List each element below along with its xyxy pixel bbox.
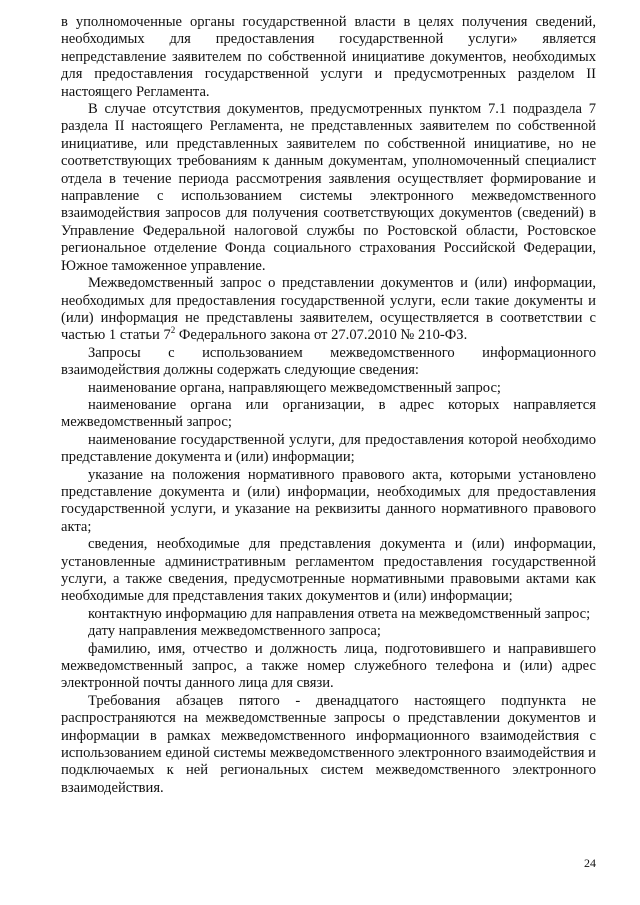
list-item-p10: контактную информацию для направления ответа на межведомственный запрос;: [88, 605, 591, 622]
paragraph-p04: Запросы с использованием межведомственного информационного взаимодействия должны содержать следующие сведения:: [61, 344, 596, 379]
list-item-p09: сведения, необходимые для представления документа и (или) информации, установленные административным регламентом предоставления государственной услуги, а также сведения, предусмотренные нормативными правовыми актами как необходимые для представления таких документов и (или) информации;: [61, 536, 596, 605]
list-item-p12: фамилию, имя, отчество и должность лица, подготовившего и направившего межведомственный запрос, а также номер служебного телефона и (или) адрес электронной почты данного лица для связи.: [61, 640, 596, 692]
list-item-p07: наименование государственной услуги, для предоставления которой необходимо представление документа и (или) информации;: [61, 431, 596, 466]
body-text: [61, 14, 596, 797]
paragraph-p02: В случае отсутствия документов, предусмотренных пунктом 7.1 подраздела 7 раздела II настоящего Регламента, не представленных заявителем по собственной инициативе, или представленных заявителем по собственной инициативе, но не соответствующих требованиям к данным документам, уполномоченный специалист отдела в течение периода рассмотрения заявления осуществляет формирование и направление с использованием системы электронного межведомственного взаимодействия запросов для получения соответствующих документов (сведений) в Управление Федеральной налоговой службы по Ростовской области, Ростовское региональное отделение Фонда социального страхования Российской Федерации, Южное таможенное управление.: [61, 101, 596, 274]
list-item-p11: дату направления межведомственного запроса;: [88, 623, 381, 640]
paragraph-p03-text-end: Федерального закона от 27.07.2010 № 210-ФЗ.: [175, 327, 468, 344]
list-item-p06: наименование органа или организации, в адрес которых направляется межведомственный запрос;: [61, 396, 596, 431]
paragraph-p13: Требования абзацев пятого - двенадцатого настоящего подпункта не распространяются на межведомственные запросы о представлении документов и информации в рамках межведомственного информационного взаимодействия с использованием единой системы межведомственного электронного взаимодействия и подключаемых к ней региональных систем межведомственного электронного взаимодействия.: [61, 692, 596, 796]
paragraph-p03-text: Межведомственный запрос о представлении документов и (или) информации, необходимых для предоставления государственной услуги, если такие документы и (или) информация не представлены заявителем, осуществляется в соответствии с частью 1 статьи 7: [61, 275, 596, 344]
list-item-p05: наименование органа, направляющего межведомственный запрос;: [88, 379, 501, 396]
list-item-p08: указание на положения нормативного правового акта, которыми установлено представление документа и (или) информации, необходимых для предоставления государственной услуги, и указание на реквизиты данного нормативного правового акта;: [61, 466, 596, 535]
page-number: 24: [584, 856, 596, 870]
paragraph-p01: в уполномоченные органы государственной власти в целях получения сведений, необходимых для предоставления государственной услуги» является непредставление заявителем по собственной инициативе документов, необходимых для предоставления государственной услуги и предусмотренных разделом II настоящего Регламента.: [61, 14, 596, 100]
article-superscript: 2: [170, 325, 176, 336]
paragraph-p03: [61, 275, 596, 345]
